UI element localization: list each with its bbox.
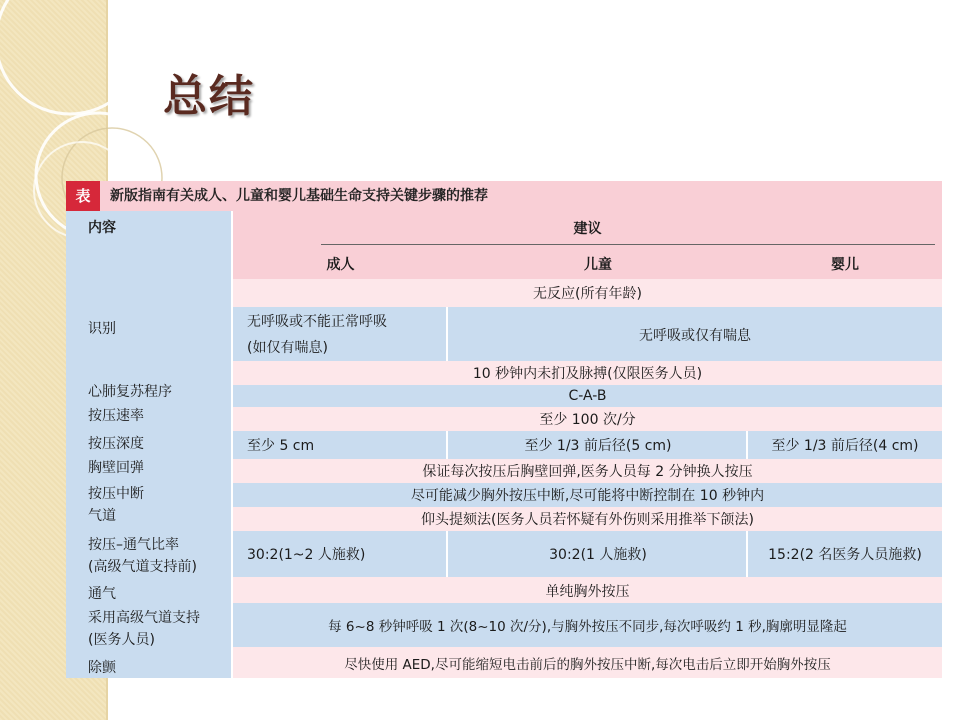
table-row <box>233 459 942 483</box>
cell-adult-breath-line2: (如仅有喘息) <box>247 340 328 356</box>
label-rate: 按压速率 <box>88 408 144 424</box>
table-row <box>233 483 942 507</box>
cell-vent-simple: 单纯胸外按压 <box>545 584 630 600</box>
label-ratio-1: 按压–通气比率 <box>88 537 179 553</box>
header-recommend: 建议 <box>573 221 602 237</box>
label-depth: 按压深度 <box>88 436 144 452</box>
table-header-row <box>233 211 942 279</box>
header-content: 内容 <box>88 220 116 236</box>
label-defib: 除颤 <box>88 660 116 676</box>
label-vent-2: 采用高级气道支持 <box>88 610 200 626</box>
cell-depth-infant: 至少 1/3 前后径(4 cm) <box>746 431 942 459</box>
content-column <box>66 211 233 678</box>
cell-depth-adult: 至少 5 cm <box>247 438 315 454</box>
cell-airway: 仰头提颏法(医务人员若怀疑有外伤则采用推举下颌法) <box>421 512 754 528</box>
label-ratio-2: (高级气道支持前) <box>88 559 197 575</box>
cell-no-response: 无反应(所有年龄) <box>533 286 642 302</box>
cell-depth-child: 至少 1/3 前后径(5 cm) <box>446 431 748 459</box>
cell-adult-breath <box>233 307 448 363</box>
table-row <box>233 307 942 363</box>
header-divider <box>321 244 935 245</box>
table-row <box>233 507 942 531</box>
table-row <box>233 531 942 577</box>
table-row <box>233 361 942 385</box>
table-row <box>233 431 942 459</box>
label-airway: 气道 <box>88 508 116 524</box>
cell-vent-advanced: 每 6~8 秒钟呼吸 1 次(8~10 次/分),与胸外按压不同步,每次呼吸约 1 秒,胸廓明显隆起 <box>328 619 847 635</box>
table-row <box>233 649 942 677</box>
label-vent-1: 通气 <box>88 586 116 602</box>
header-adult: 成人 <box>326 257 355 273</box>
guideline-table <box>66 181 942 678</box>
table-row <box>233 579 942 603</box>
label-vent-3: (医务人员) <box>88 632 155 648</box>
cell-rate: 至少 100 次/分 <box>539 412 636 428</box>
table-row <box>233 603 942 647</box>
table-row <box>233 407 942 431</box>
cell-interrupt: 尽可能减少胸外按压中断,尽可能将中断控制在 10 秒钟内 <box>410 488 765 504</box>
cell-pulse: 10 秒钟内未扪及脉搏(仅限医务人员) <box>472 366 703 382</box>
slide-title: 总结 <box>163 71 255 122</box>
cell-recoil: 保证每次按压后胸壁回弹,医务人员每 2 分钟换人按压 <box>422 464 753 480</box>
cell-ratio-infant: 15:2(2 名医务人员施救) <box>746 531 942 577</box>
header-infant: 婴儿 <box>831 257 859 273</box>
cell-defib: 尽快使用 AED,尽可能缩短电击前后的胸外按压中断,每次电击后立即开始胸外按压 <box>344 657 831 673</box>
cell-cab: C-A-B <box>568 388 607 404</box>
table-caption-bar <box>66 181 942 211</box>
cell-adult-breath-line1: 无呼吸或不能正常呼吸 <box>247 314 387 330</box>
label-cpr-order: 心肺复苏程序 <box>88 384 172 400</box>
table-caption: 新版指南有关成人、儿童和婴儿基础生命支持关键步骤的推荐 <box>110 188 488 204</box>
cell-child-infant-breath: 无呼吸或仅有喘息 <box>446 307 942 363</box>
cell-ratio-adult: 30:2(1~2 人施救) <box>247 547 366 563</box>
table-row <box>233 385 942 407</box>
cell-ratio-child: 30:2(1 人施救) <box>446 531 748 577</box>
table-tag: 表 <box>66 181 100 211</box>
label-identify: 识别 <box>88 321 116 337</box>
label-recoil: 胸壁回弹 <box>88 460 144 476</box>
label-interrupt: 按压中断 <box>88 486 144 502</box>
header-child: 儿童 <box>584 257 612 273</box>
table-row <box>233 279 942 307</box>
